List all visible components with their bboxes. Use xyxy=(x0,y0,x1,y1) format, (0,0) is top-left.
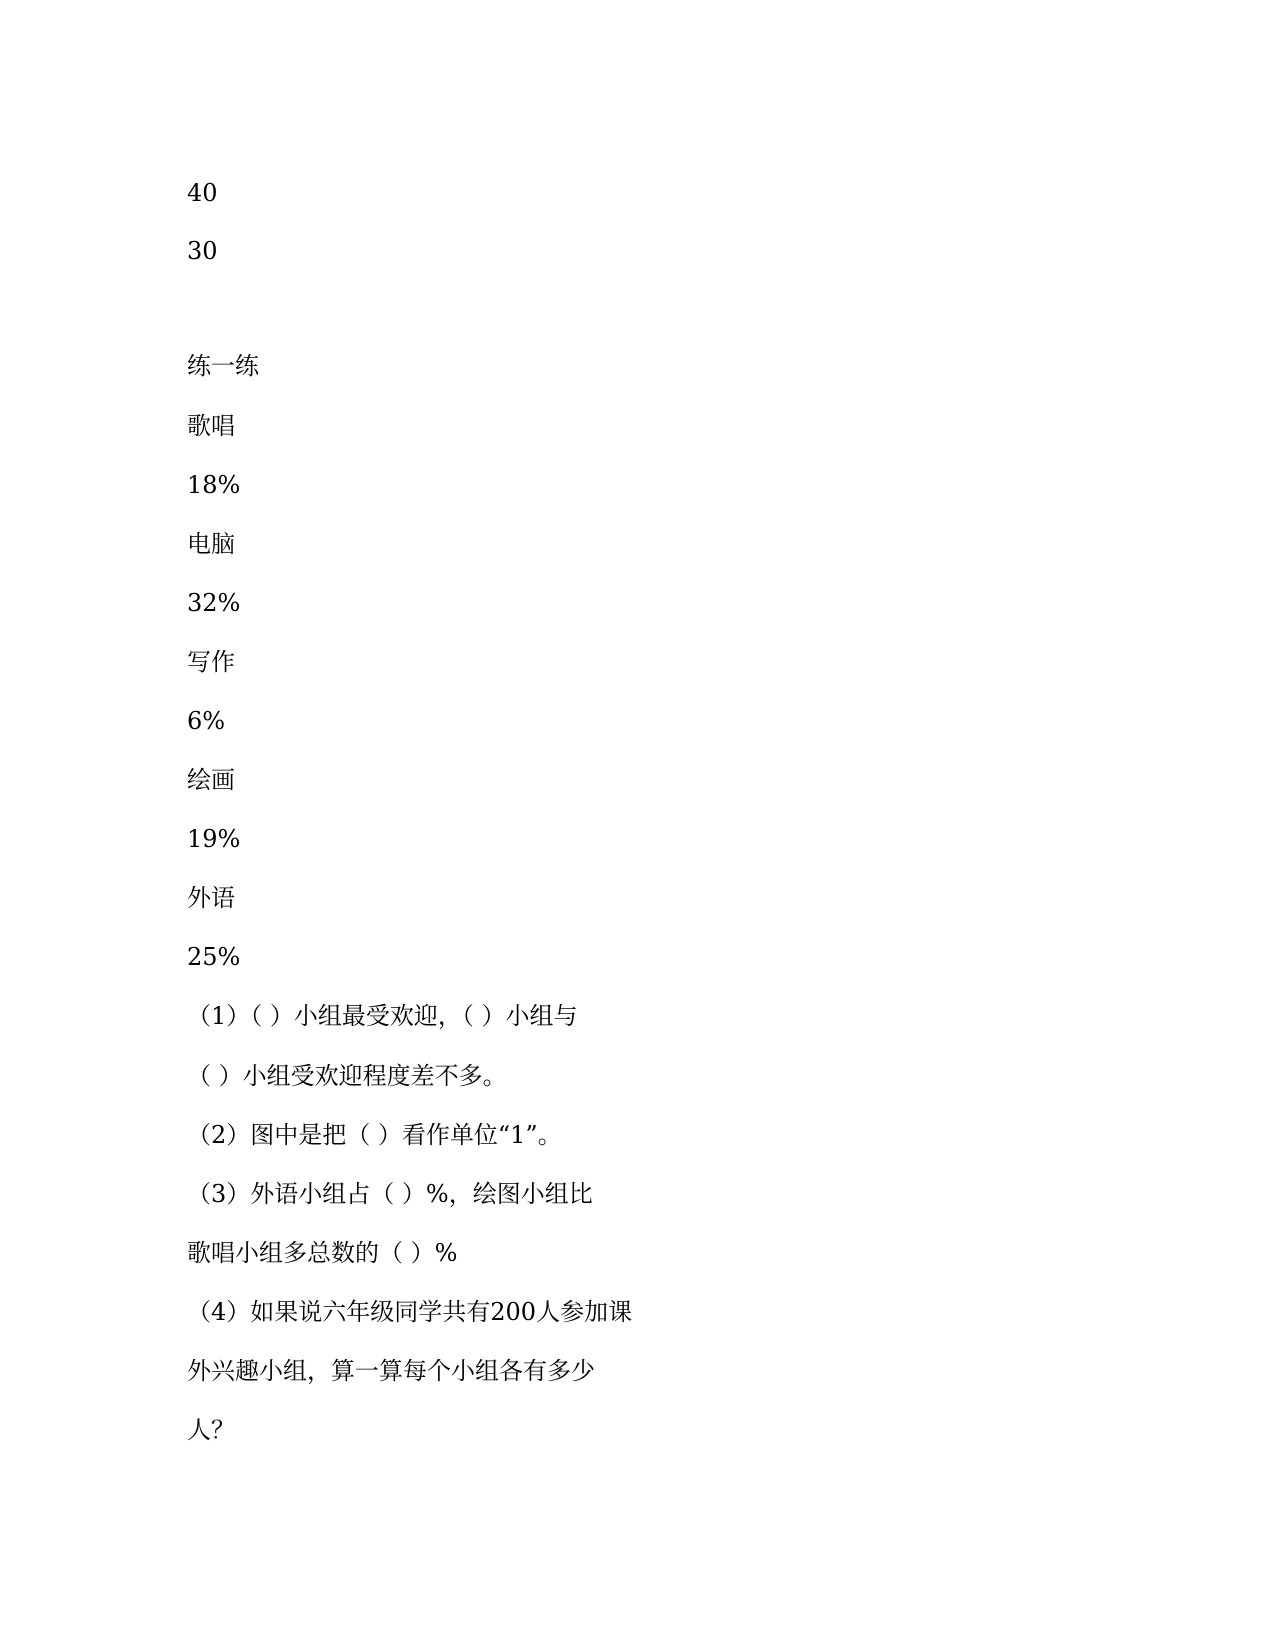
question-4-line-3: 人？ xyxy=(187,1416,235,1444)
group-label-writing: 写作 xyxy=(187,648,235,676)
axis-value-40: 40 xyxy=(187,179,218,207)
group-percent-drawing: 19% xyxy=(187,825,241,853)
group-percent-computer: 32% xyxy=(187,589,241,617)
question-4-line-1: （4）如果说六年级同学共有200人参加课 xyxy=(187,1298,633,1326)
group-percent-writing: 6% xyxy=(187,707,226,735)
section-heading: 练一练 xyxy=(187,352,259,380)
group-percent-language: 25% xyxy=(187,943,241,971)
question-3-line-2: 歌唱小组多总数的（ ）% xyxy=(187,1239,458,1267)
question-1-line-1: （1）（ ）小组最受欢迎，（ ）小组与 xyxy=(187,1002,578,1030)
question-1-line-2: （ ）小组受欢迎程度差不多。 xyxy=(187,1062,507,1090)
question-3-line-1: （3）外语小组占（ ）%，绘图小组比 xyxy=(187,1180,593,1208)
axis-value-30: 30 xyxy=(187,237,218,265)
group-percent-singing: 18% xyxy=(187,471,241,499)
question-2: （2）图中是把（ ）看作单位“1”。 xyxy=(187,1121,562,1149)
group-label-language: 外语 xyxy=(187,884,235,912)
group-label-drawing: 绘画 xyxy=(187,766,235,794)
group-label-singing: 歌唱 xyxy=(187,412,235,440)
group-label-computer: 电脑 xyxy=(187,530,235,558)
question-4-line-2: 外兴趣小组，算一算每个小组各有多少 xyxy=(187,1357,595,1385)
